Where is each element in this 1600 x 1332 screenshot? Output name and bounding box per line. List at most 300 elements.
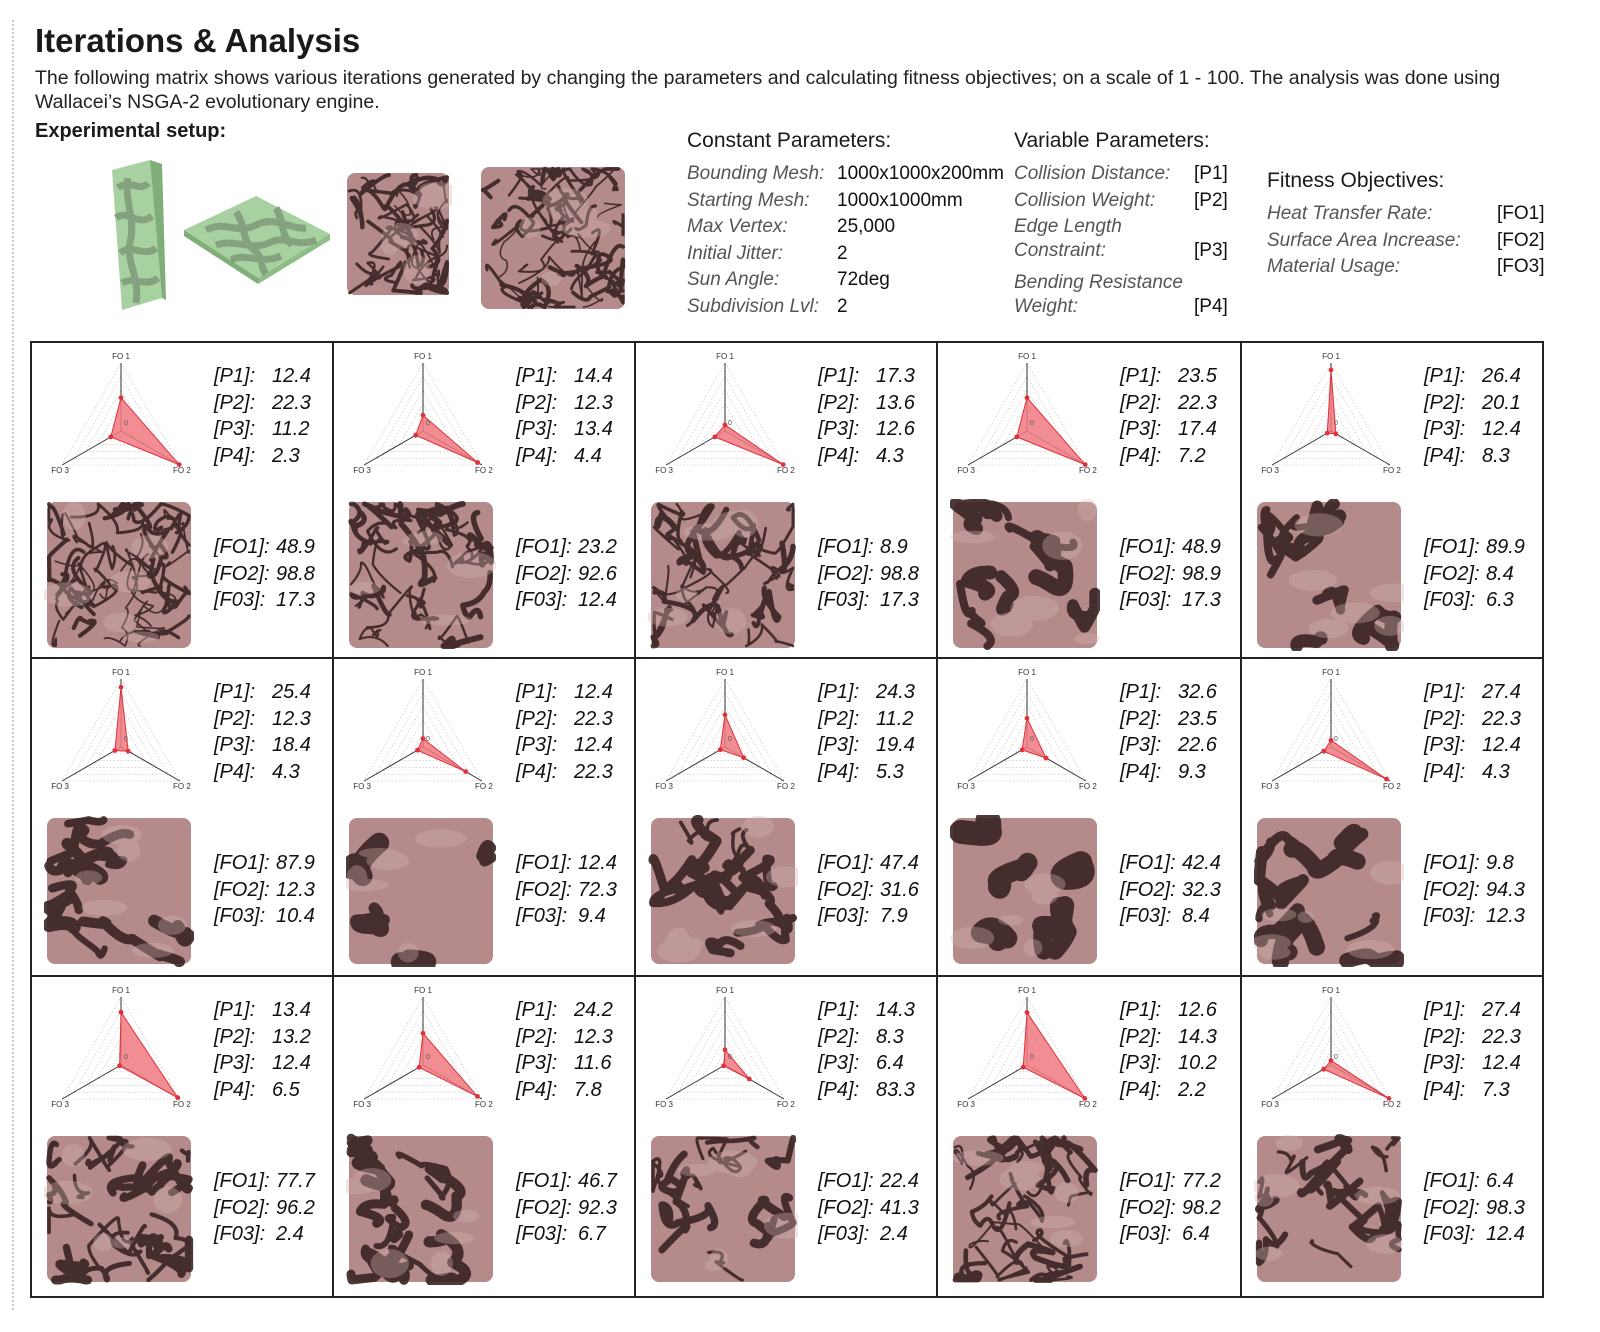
texture-render-image — [1254, 499, 1404, 651]
radar-data-point — [119, 1010, 124, 1015]
param-value: 12.4 — [574, 681, 613, 703]
fitness-value-row — [1120, 1168, 1221, 1195]
fitness-value: 12.3 — [276, 878, 315, 901]
fitness-value-row — [214, 850, 315, 877]
fitness-value: 89.9 — [1486, 536, 1525, 558]
param-label: [P1]: — [1424, 681, 1466, 703]
param-value-row — [516, 997, 613, 1024]
radar-data-point — [741, 755, 746, 760]
setup-vertical-panel-image — [100, 158, 170, 313]
fitness-value: 98.9 — [1182, 562, 1221, 585]
param-value: 12.4 — [1482, 1052, 1521, 1074]
param-value: 12.3 — [272, 707, 311, 730]
fitness-value: 2.4 — [276, 1223, 304, 1245]
fitness-label: [F03]: — [214, 589, 266, 611]
param-value-row — [1120, 1077, 1217, 1104]
param-label: [P1]: — [818, 999, 860, 1021]
radar-data-point — [475, 1094, 480, 1099]
param-value-row — [516, 1024, 613, 1051]
constant-param-row: Initial Jitter: 2 — [687, 242, 848, 264]
fitness-values — [214, 850, 315, 930]
param-label: [P2]: — [1120, 707, 1162, 730]
radar-data-point — [747, 1077, 752, 1082]
param-label: [P2]: — [1424, 1025, 1466, 1048]
radar-axis-label: FO 3 — [51, 466, 69, 475]
param-value-row — [516, 416, 613, 443]
param-value-row — [1120, 732, 1217, 759]
param-value-row — [214, 759, 311, 786]
param-label: [P3]: — [516, 1052, 558, 1074]
radar-chart — [1246, 665, 1416, 795]
parameter-values — [1120, 679, 1217, 785]
fitness-value-row — [1120, 1195, 1221, 1222]
fitness-label: [F03]: — [214, 1223, 266, 1245]
param-value: 24.2 — [574, 999, 613, 1021]
radar-center-label: 0 — [124, 736, 128, 743]
iteration-cell — [636, 659, 938, 977]
radar-axis-label: FO 2 — [475, 1100, 493, 1109]
fitness-value: 77.2 — [1182, 1170, 1221, 1192]
fitness-value: 98.3 — [1486, 1196, 1525, 1219]
param-label: [P2]: — [818, 707, 860, 730]
radar-axis-label: FO 3 — [1261, 1100, 1279, 1109]
fitness-value-row — [1424, 1168, 1525, 1195]
fitness-value: 12.4 — [578, 852, 617, 874]
radar-axis-label: FO 1 — [1018, 986, 1036, 995]
fitness-value-row — [1424, 850, 1525, 877]
radar-data-point — [421, 736, 426, 741]
param-label: [P3]: — [1424, 1052, 1466, 1074]
radar-axis-label: FO 2 — [173, 466, 191, 475]
radar-axis-label: FO 1 — [1322, 352, 1340, 361]
radar-data-point — [1325, 431, 1330, 436]
fitness-label: [FO2]: — [516, 562, 572, 585]
iteration-cell — [636, 977, 938, 1296]
param-label: [P4]: — [516, 760, 558, 783]
param-value-row — [1120, 1050, 1217, 1077]
fitness-value-row — [516, 534, 617, 561]
constant-param-row: Max Vertex: 25,000 — [687, 216, 896, 237]
fitness-value: 92.6 — [578, 562, 617, 585]
param-value: 12.3 — [574, 1025, 613, 1048]
variable-param-row: Edge Length Constraint: [P3] — [1014, 216, 1228, 261]
radar-axis-label: FO 3 — [957, 466, 975, 475]
page-description: The following matrix shows various iterations generated by changing the parameters and calculating fitness objectives; on a scale of 1 - 100. The analysis was done using Wallacei’s NSGA-2 evolutionary engine. — [35, 67, 1501, 113]
param-label: [P3]: — [1120, 418, 1162, 440]
radar-data-point — [723, 712, 728, 717]
radar-center-label: 0 — [728, 736, 732, 743]
fitness-objective-row: Material Usage: [FO3] — [1267, 256, 1545, 277]
radar-data-point — [1020, 748, 1025, 753]
fitness-value-row — [214, 561, 315, 588]
param-value-row — [516, 1077, 613, 1104]
parameter-values — [214, 679, 311, 785]
iteration-cell — [1242, 659, 1542, 977]
radar-data-polygon — [1324, 740, 1387, 779]
param-label: [P4]: — [1120, 1078, 1162, 1101]
texture-render-image — [1254, 1133, 1404, 1285]
radar-data-point — [1044, 756, 1049, 761]
radar-data-point — [712, 435, 717, 440]
param-value: 4.4 — [574, 444, 602, 467]
fitness-label: [FO1]: — [818, 536, 874, 558]
parameter-values — [1424, 997, 1521, 1103]
fitness-value-row — [516, 1221, 617, 1248]
radar-axis-label: FO 3 — [353, 466, 371, 475]
param-value-row — [1120, 997, 1217, 1024]
param-value-row — [516, 706, 613, 733]
iterations-matrix — [30, 341, 1544, 1298]
param-value: 13.4 — [272, 999, 311, 1021]
param-value: 17.3 — [876, 365, 915, 387]
radar-axis-label: FO 2 — [1383, 466, 1401, 475]
param-value: 11.2 — [876, 707, 914, 730]
fitness-label: [F03]: — [1120, 905, 1172, 927]
fitness-values — [818, 534, 919, 614]
param-value: 17.4 — [1178, 418, 1217, 440]
param-value-row — [1424, 706, 1521, 733]
fitness-objective-row: Surface Area Increase: [FO2] — [1267, 229, 1545, 251]
fitness-value-row — [818, 850, 919, 877]
page-margin-guide — [12, 20, 14, 1310]
param-value: 12.6 — [1178, 999, 1217, 1021]
param-value: 32.6 — [1178, 681, 1217, 703]
fitness-values — [1424, 534, 1525, 614]
texture-render-image — [1254, 815, 1404, 967]
fitness-value-row — [818, 1195, 919, 1222]
param-value: 23.5 — [1178, 365, 1217, 387]
param-value: 4.3 — [272, 760, 300, 783]
radar-center-label: 0 — [124, 420, 128, 427]
param-label: [P1]: — [818, 681, 860, 703]
fitness-value-row — [516, 1195, 617, 1222]
fitness-label: [FO1]: — [1120, 536, 1176, 558]
fitness-value-row — [1424, 1195, 1525, 1222]
fitness-value: 2.4 — [880, 1223, 908, 1245]
fitness-value: 6.4 — [1486, 1170, 1514, 1192]
fitness-value: 32.3 — [1182, 878, 1221, 901]
fitness-value: 46.7 — [578, 1170, 617, 1192]
radar-axis-label: FO 2 — [1079, 782, 1097, 791]
radar-data-point — [1025, 395, 1030, 400]
param-value: 14.3 — [876, 999, 915, 1021]
param-value: 12.4 — [1482, 734, 1521, 756]
param-label: [P4]: — [214, 760, 256, 783]
param-label: [P1]: — [214, 365, 256, 387]
radar-chart — [640, 349, 810, 479]
radar-data-point — [1321, 1067, 1326, 1072]
fitness-label: [F03]: — [1120, 589, 1172, 611]
fitness-value: 98.8 — [276, 562, 315, 585]
setup-texture-image-small — [344, 170, 452, 298]
radar-center-label: 0 — [1334, 1054, 1338, 1061]
iteration-cell — [1242, 977, 1542, 1296]
fitness-value-row — [214, 877, 315, 904]
param-label: [P3]: — [1120, 734, 1162, 756]
param-value: 27.4 — [1482, 681, 1521, 703]
setup-texture-image-large — [478, 164, 628, 312]
param-label: [P1]: — [214, 999, 256, 1021]
param-value-row — [1120, 759, 1217, 786]
fitness-label: [FO2]: — [1120, 562, 1176, 585]
param-value-row — [1424, 1050, 1521, 1077]
fitness-value: 92.3 — [578, 1196, 617, 1219]
radar-axis-label: FO 1 — [716, 986, 734, 995]
fitness-label: [FO1]: — [818, 1170, 874, 1192]
param-label: [P1]: — [1120, 365, 1162, 387]
param-value-row — [1120, 443, 1217, 470]
fitness-value: 87.9 — [276, 852, 315, 874]
radar-data-point — [1329, 1058, 1334, 1063]
radar-data-point — [415, 748, 420, 753]
radar-data-point — [113, 748, 118, 753]
fitness-value: 77.7 — [276, 1170, 315, 1192]
param-value-row — [516, 732, 613, 759]
fitness-value-row — [214, 1195, 315, 1222]
texture-render-image — [44, 815, 194, 967]
fitness-label: [FO2]: — [1424, 878, 1480, 901]
param-value-row — [214, 416, 311, 443]
radar-axis-label: FO 1 — [716, 352, 734, 361]
fitness-label: [FO2]: — [516, 1196, 572, 1219]
fitness-value-row — [516, 587, 617, 614]
param-value: 11.2 — [272, 418, 310, 440]
radar-axis-label: FO 3 — [655, 1100, 673, 1109]
fitness-value: 12.4 — [578, 589, 617, 611]
radar-center-label: 0 — [426, 1054, 430, 1061]
iteration-cell — [32, 659, 334, 977]
fitness-label: [F03]: — [1424, 1223, 1476, 1245]
radar-axis-label: FO 3 — [655, 782, 673, 791]
param-value-row — [1424, 443, 1521, 470]
param-value-row — [1424, 1024, 1521, 1051]
radar-data-point — [119, 685, 124, 690]
fitness-values — [516, 850, 617, 930]
fitness-label: [FO2]: — [1120, 1196, 1176, 1219]
param-value: 22.3 — [272, 391, 311, 414]
fitness-value-row — [214, 1168, 315, 1195]
param-value: 2.2 — [1178, 1078, 1206, 1101]
param-label: [P3]: — [1424, 734, 1466, 756]
radar-axis-label: FO 1 — [112, 352, 130, 361]
param-label: [P2]: — [1424, 707, 1466, 730]
param-value: 8.3 — [1482, 444, 1510, 467]
param-value: 6.4 — [876, 1052, 904, 1074]
param-label: [P4]: — [818, 444, 860, 467]
fitness-value-row — [516, 903, 617, 930]
param-value: 12.4 — [574, 734, 613, 756]
variable-param-row: Collision Weight: [P2] — [1014, 189, 1228, 211]
param-value-row — [1424, 1077, 1521, 1104]
radar-chart — [36, 349, 206, 479]
fitness-label: [FO2]: — [818, 1196, 874, 1219]
fitness-values — [1120, 534, 1221, 614]
radar-center-label: 0 — [426, 736, 430, 743]
param-label: [P1]: — [516, 999, 558, 1021]
param-value-row — [1120, 390, 1217, 417]
param-value-row — [1424, 390, 1521, 417]
param-value-row — [516, 1050, 613, 1077]
param-value: 7.8 — [574, 1078, 602, 1101]
iteration-cell — [334, 343, 636, 659]
radar-axis-label: FO 1 — [414, 352, 432, 361]
param-label: [P3]: — [214, 734, 256, 756]
param-label: [P4]: — [1424, 760, 1466, 783]
fitness-value: 98.8 — [880, 562, 919, 585]
param-value: 24.3 — [876, 681, 915, 703]
radar-data-point — [723, 1047, 728, 1052]
param-value: 5.3 — [876, 760, 904, 783]
fitness-value-row — [214, 903, 315, 930]
texture-render-image — [346, 499, 496, 651]
radar-axis-label: FO 1 — [414, 986, 432, 995]
radar-data-point — [1384, 777, 1389, 782]
param-value: 20.1 — [1482, 391, 1521, 414]
fitness-label: [FO2]: — [1424, 1196, 1480, 1219]
param-label: [P4]: — [1120, 760, 1162, 783]
param-label: [P1]: — [214, 681, 256, 703]
radar-chart — [338, 665, 508, 795]
fitness-label: [F03]: — [1424, 589, 1476, 611]
radar-axis-label: FO 2 — [173, 1100, 191, 1109]
texture-render-image — [950, 499, 1100, 651]
radar-chart — [36, 983, 206, 1113]
radar-data-point — [117, 1063, 122, 1068]
radar-data-polygon — [720, 715, 743, 758]
radar-center-label: 0 — [1334, 736, 1338, 743]
radar-data-point — [1025, 1010, 1030, 1015]
param-value: 13.4 — [574, 418, 613, 440]
iteration-cell — [1242, 343, 1542, 659]
radar-center-label: 0 — [1030, 1054, 1034, 1061]
iteration-cell — [938, 659, 1242, 977]
variable-parameters — [1014, 129, 1229, 328]
param-value: 9.3 — [1178, 760, 1206, 783]
iteration-cell — [334, 659, 636, 977]
param-label: [P3]: — [1120, 1052, 1162, 1074]
fitness-label: [F03]: — [1424, 905, 1476, 927]
fitness-value: 17.3 — [1182, 589, 1221, 611]
fitness-value: 22.4 — [880, 1170, 919, 1192]
param-value-row — [818, 416, 915, 443]
fitness-label: [F03]: — [516, 1223, 568, 1245]
texture-render-image — [648, 815, 798, 967]
radar-center-label: 0 — [1030, 736, 1034, 743]
radar-data-point — [1021, 1065, 1026, 1070]
radar-axis-label: FO 3 — [957, 1100, 975, 1109]
parameter-values — [1120, 363, 1217, 469]
param-value-row — [516, 443, 613, 470]
fitness-label: [F03]: — [1120, 1223, 1172, 1245]
fitness-value-row — [818, 903, 919, 930]
fitness-value-row — [1424, 587, 1525, 614]
fitness-value: 41.3 — [880, 1196, 919, 1219]
radar-axis-label: FO 1 — [414, 668, 432, 677]
radar-center-label: 0 — [728, 420, 732, 427]
param-value: 10.2 — [1178, 1052, 1217, 1074]
fitness-value-row — [1120, 1221, 1221, 1248]
fitness-value-row — [214, 1221, 315, 1248]
param-label: [P1]: — [1120, 681, 1162, 703]
fitness-value-row — [818, 877, 919, 904]
param-value-row — [1120, 679, 1217, 706]
radar-center-label: 0 — [1030, 420, 1034, 427]
param-value-row — [1424, 363, 1521, 390]
fitness-value: 48.9 — [276, 536, 315, 558]
fitness-values — [818, 850, 919, 930]
param-value-row — [1424, 759, 1521, 786]
fitness-label: [FO1]: — [516, 536, 572, 558]
param-label: [P1]: — [516, 365, 558, 387]
radar-chart — [36, 665, 206, 795]
fitness-label: [F03]: — [818, 1223, 870, 1245]
param-value: 26.4 — [1482, 365, 1521, 387]
fitness-values — [1120, 850, 1221, 930]
radar-data-point — [417, 1065, 422, 1070]
fitness-label: [FO1]: — [1424, 852, 1480, 874]
param-label: [P4]: — [1120, 444, 1162, 467]
radar-axis-label: FO 2 — [1383, 782, 1401, 791]
radar-data-point — [421, 1031, 426, 1036]
param-label: [P3]: — [516, 418, 558, 440]
radar-chart — [1246, 983, 1416, 1113]
constant-parameters — [687, 129, 1004, 322]
parameter-values — [1424, 363, 1521, 469]
parameter-values — [818, 997, 915, 1103]
param-value-row — [818, 390, 915, 417]
fitness-label: [FO1]: — [214, 536, 270, 558]
radar-axis-label: FO 3 — [51, 1100, 69, 1109]
fitness-value-row — [1120, 877, 1221, 904]
radar-axis-label: FO 3 — [353, 1100, 371, 1109]
param-label: [P4]: — [516, 1078, 558, 1101]
param-label: [P3]: — [818, 1052, 860, 1074]
fitness-value: 10.4 — [276, 905, 315, 927]
radar-axis-label: FO 1 — [1018, 352, 1036, 361]
fitness-objectives — [1267, 169, 1545, 283]
fitness-value-row — [1424, 561, 1525, 588]
param-value: 22.3 — [574, 760, 613, 783]
param-value: 12.3 — [574, 391, 613, 414]
param-value-row — [1120, 706, 1217, 733]
fitness-label: [FO2]: — [818, 878, 874, 901]
fitness-value-row — [1424, 877, 1525, 904]
radar-axis-label: FO 3 — [655, 466, 673, 475]
param-value-row — [214, 679, 311, 706]
texture-render-image — [648, 499, 798, 651]
fitness-value: 12.3 — [1486, 905, 1525, 927]
texture-render-image — [648, 1133, 798, 1285]
param-value: 22.3 — [574, 707, 613, 730]
param-value-row — [1120, 416, 1217, 443]
fitness-value-row — [1424, 903, 1525, 930]
radar-data-point — [1014, 435, 1019, 440]
radar-axis-label: FO 2 — [1079, 1100, 1097, 1109]
fitness-label: [FO1]: — [214, 852, 270, 874]
param-value: 23.5 — [1178, 707, 1217, 730]
param-label: [P2]: — [516, 1025, 558, 1048]
radar-data-point — [1329, 368, 1334, 373]
fitness-value: 17.3 — [880, 589, 919, 611]
param-value-row — [818, 1050, 915, 1077]
radar-center-label: 0 — [728, 1054, 732, 1061]
radar-data-point — [1329, 738, 1334, 743]
fitness-value-row — [516, 1168, 617, 1195]
param-label: [P1]: — [1424, 365, 1466, 387]
radar-axis-label: FO 3 — [957, 782, 975, 791]
param-label: [P3]: — [214, 418, 256, 440]
radar-data-point — [421, 413, 426, 418]
